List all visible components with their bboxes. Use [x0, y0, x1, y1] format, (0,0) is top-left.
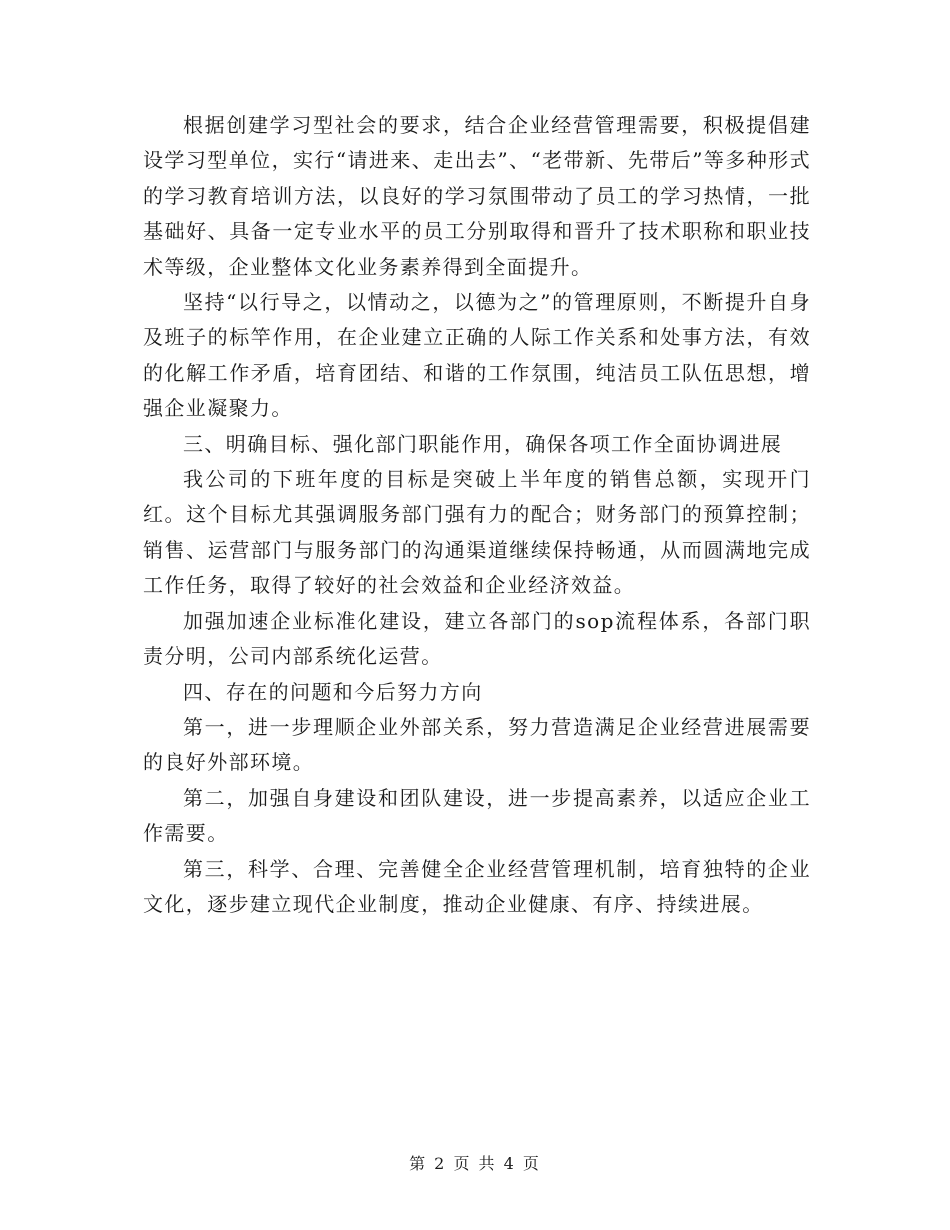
paragraph-point-one: 第一，进一步理顺企业外部关系，努力营造满足企业经营进展需要的良好外部环境。	[143, 714, 811, 775]
section-heading-four: 四、存在的问题和今后努力方向	[183, 679, 483, 704]
paragraph-annual-goal: 我公司的下班年度的目标是突破上半年度的销售总额，实现开门红。这个目标尤其强调服务部门强有力的配合；财务部门的预算控制；销售、运营部门与服务部门的沟通渠道继续保持畅通，从而圆满地完成工作任务，取得了较好的社会效益和企业经济效益。	[143, 467, 811, 598]
page-number-label: 第 2 页 共 4 页	[409, 1154, 541, 1173]
document-body	[143, 108, 811, 922]
section-heading-three: 三、明确目标、强化部门职能作用，确保各项工作全面协调进展	[183, 431, 783, 456]
paragraph-standardization: 加强加速企业标准化建设，建立各部门的sop流程体系，各部门职责分明，公司内部系统化运营。	[143, 608, 811, 669]
paragraph-point-two: 第二，加强自身建设和团队建设，进一步提高素养，以适应企业工作需要。	[143, 785, 811, 846]
page-footer	[0, 1154, 950, 1174]
paragraph-learning-organization: 根据创建学习型社会的要求，结合企业经营管理需要，积极提倡建设学习型单位，实行“请进来、走出去”、“老带新、先带后”等多种形式的学习教育培训方法，以良好的学习氛围带动了员工的学习热情，一批基础好、具备一定专业水平的员工分别取得和晋升了技术职称和职业技术等级，企业整体文化业务素养得到全面提升。	[143, 113, 811, 279]
paragraph-management-principle: 坚持“以行导之，以情动之，以德为之”的管理原则，不断提升自身及班子的标竿作用，在企业建立正确的人际工作关系和处事方法，有效的化解工作矛盾，培育团结、和谐的工作氛围，纯洁员工队伍思想，增强企业凝聚力。	[143, 290, 811, 421]
paragraph-point-three: 第三，科学、合理、完善健全企业经营管理机制，培育独特的企业文化，逐步建立现代企业制度，推动企业健康、有序、持续进展。	[143, 856, 811, 916]
